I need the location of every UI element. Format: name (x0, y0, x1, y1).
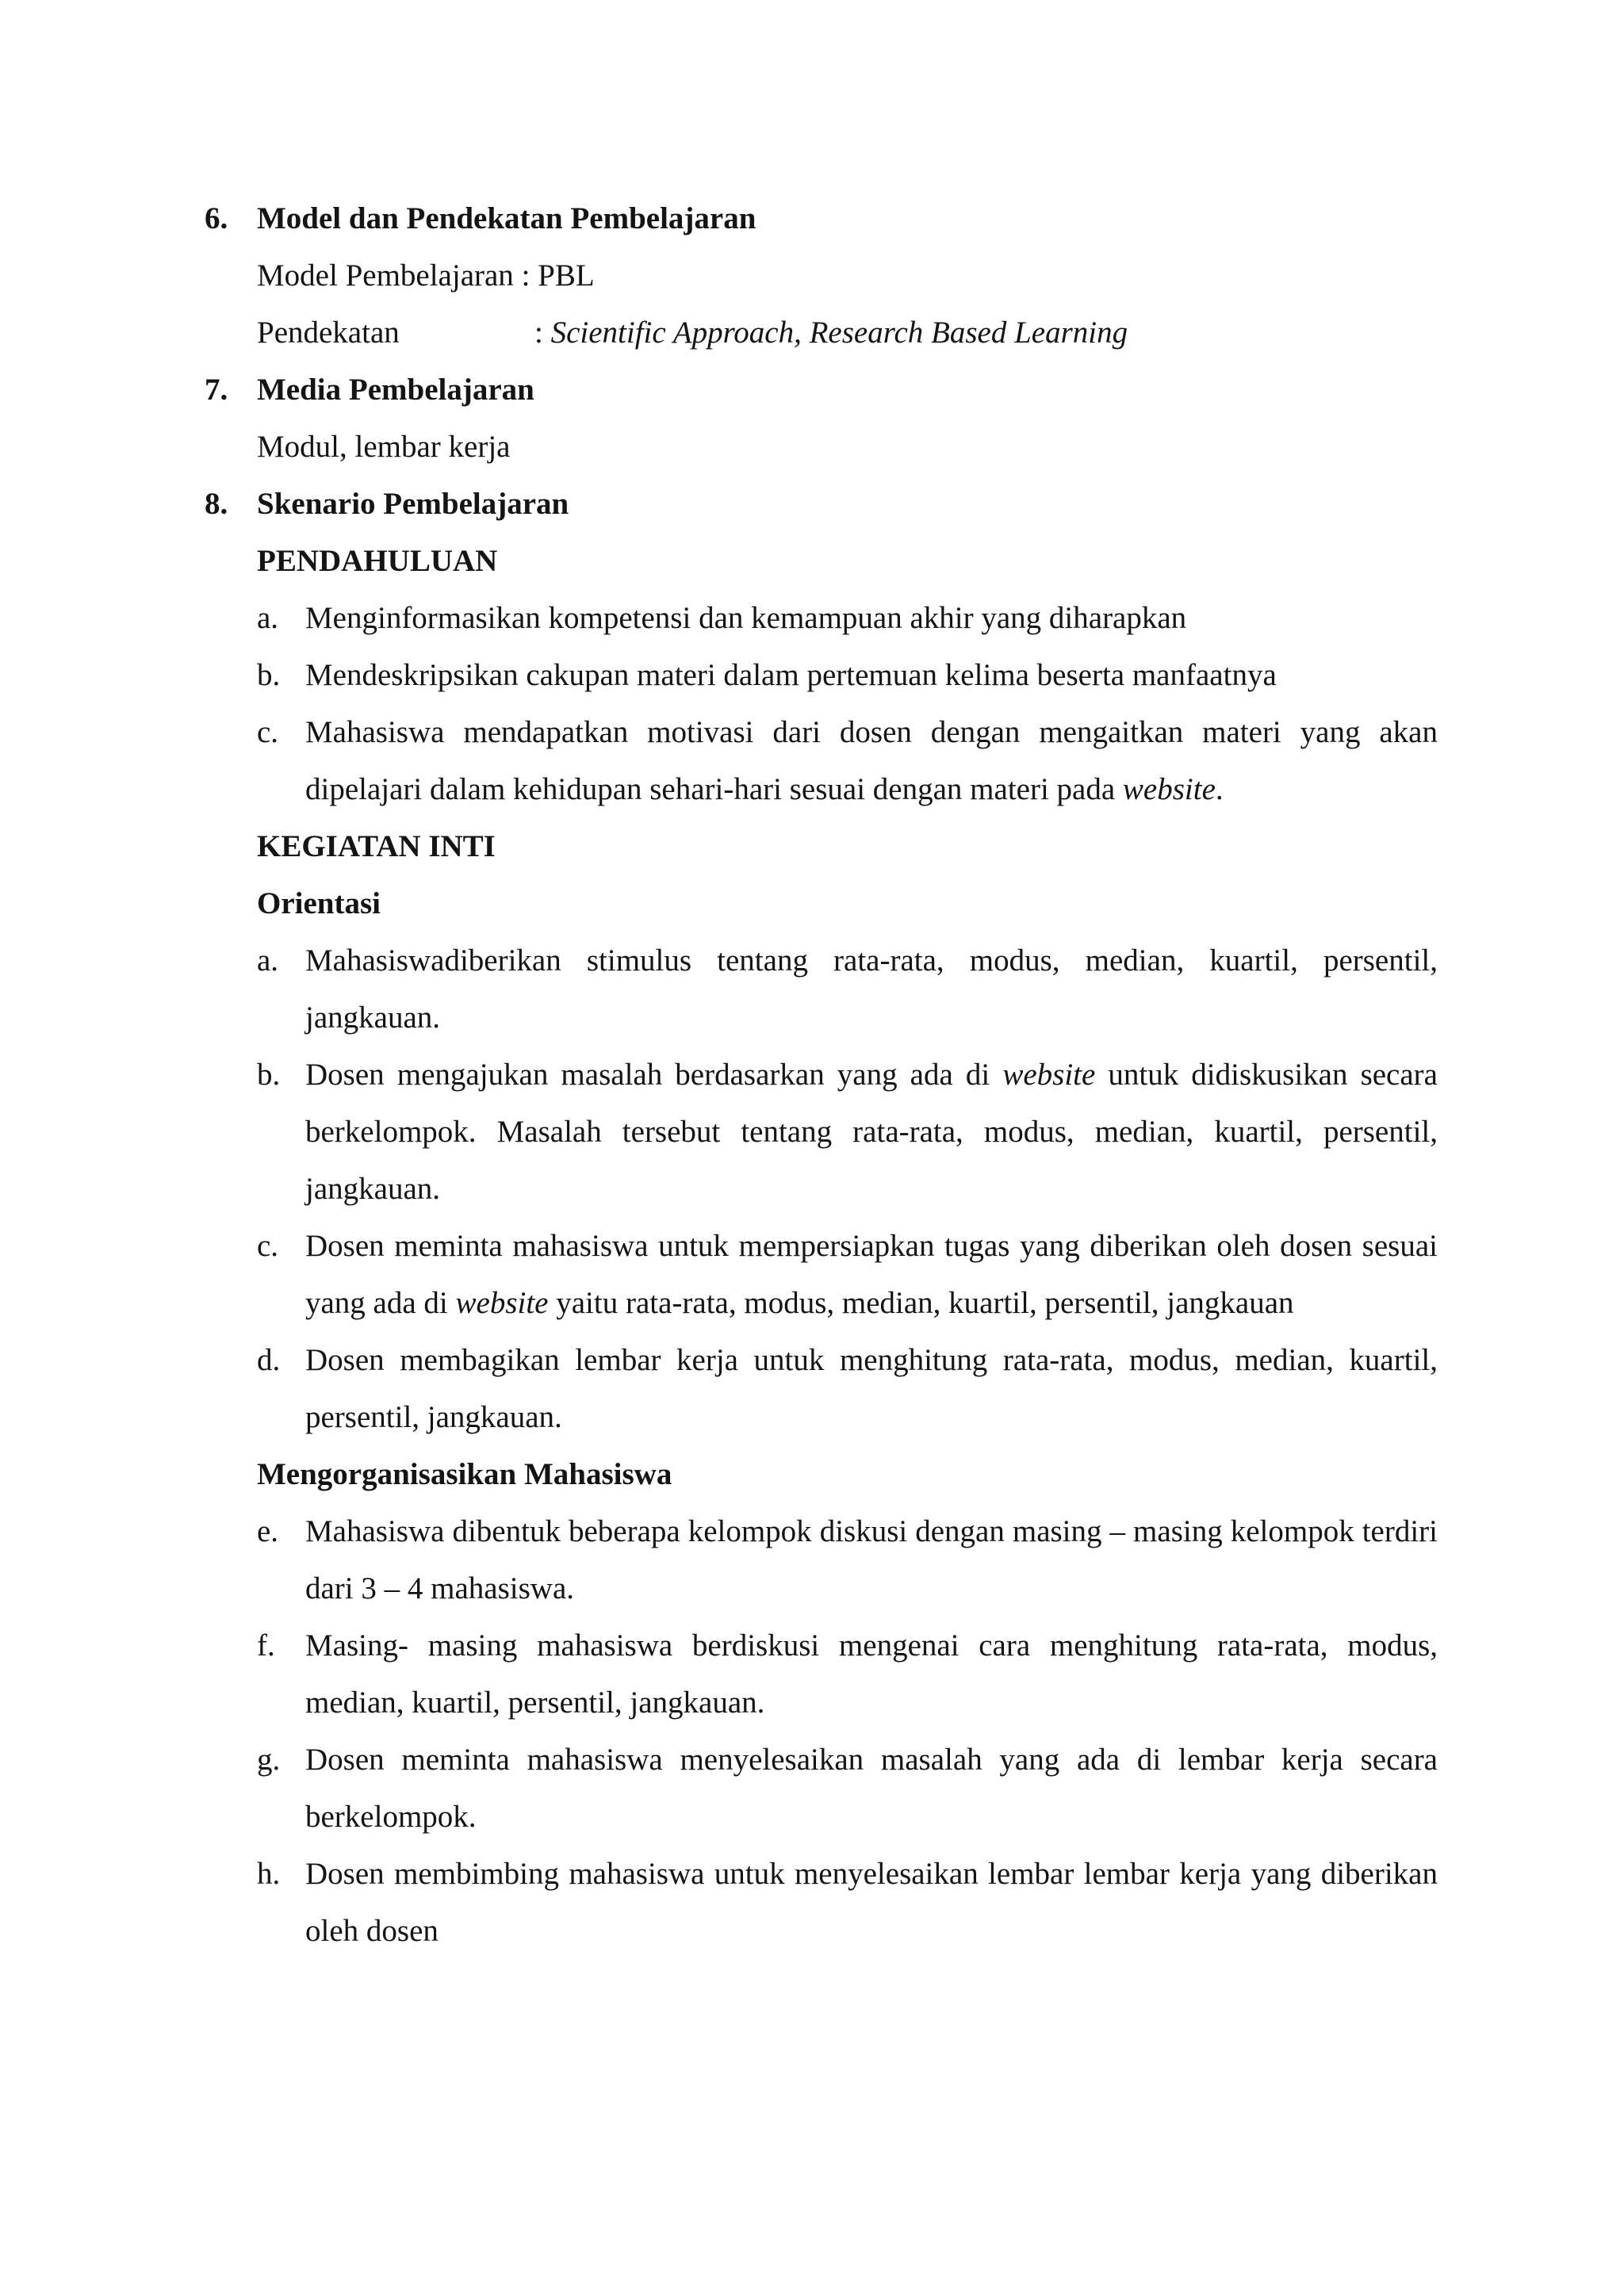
list-item (205, 1732, 1438, 1846)
list-item (205, 590, 1438, 647)
list-text: Dosen membagikan lembar kerja untuk menghitung rata-rata, modus, median, kuartil, persentil, jangkauan. (305, 1343, 1438, 1434)
list-text: Mahasiswadiberikan stimulus tentang rata-rata, modus, median, kuartil, persentil, jangkauan. (305, 943, 1438, 1035)
list-marker: c. (257, 1229, 279, 1263)
list-marker: h. (257, 1857, 281, 1891)
approach-label: Pendekatan (257, 316, 400, 350)
list-item (205, 647, 1438, 704)
list-marker: b. (257, 658, 281, 692)
list-text-italic: website (1122, 772, 1216, 806)
list-text: Mendeskripsikan cakupan materi dalam pertemuan kelima beserta manfaatnya (305, 658, 1277, 692)
list-marker: e. (257, 1514, 279, 1548)
list-item (205, 1332, 1438, 1446)
section-8-heading (205, 476, 1438, 533)
list-item (205, 1047, 1438, 1218)
list-text: Dosen meminta mahasiswa untuk mempersiapkan tugas yang diberikan oleh dosen sesuai yang ada di (305, 1229, 1438, 1320)
section-title: Media Pembelajaran (257, 373, 534, 407)
list-text: Masing- masing mahasiswa berdiskusi mengenai cara menghitung rata-rata, modus, median, kuartil, persentil, jangkauan. (305, 1628, 1438, 1720)
list-text: Dosen membimbing mahasiswa untuk menyelesaikan lembar lembar kerja yang diberikan oleh dosen (305, 1857, 1438, 1948)
list-marker: c. (257, 715, 279, 749)
list-marker: b. (257, 1058, 281, 1092)
list-marker: f. (257, 1628, 275, 1663)
list-text-italic: website (1002, 1058, 1096, 1092)
section-title: Skenario Pembelajaran (257, 487, 569, 521)
list-marker: a. (257, 601, 279, 635)
kegiatan-inti-heading: KEGIATAN INTI (257, 829, 496, 863)
list-text: Mahasiswa dibentuk beberapa kelompok diskusi dengan masing – masing kelompok terdiri dari 3 – 4 mahasiswa. (305, 1514, 1438, 1605)
section-number: 7. (205, 373, 228, 407)
mengorganisasikan-heading: Mengorganisasikan Mahasiswa (257, 1457, 672, 1491)
section-number: 8. (205, 487, 228, 521)
approach-colon: : (534, 316, 551, 350)
list-marker: a. (257, 943, 279, 978)
list-text-after: yaitu rata-rata, modus, median, kuartil, persentil, jangkauan (548, 1286, 1294, 1320)
list-text-after: . (1215, 772, 1224, 806)
section-number: 6. (205, 201, 228, 235)
model-value: : PBL (521, 258, 595, 293)
model-label: Model Pembelajaran (257, 258, 514, 293)
list-text: Mahasiswa mendapatkan motivasi dari dosen dengan mengaitkan materi yang akan dipelajari dalam kehidupan sehari-hari sesuai dengan materi pada (305, 715, 1438, 806)
document-content (205, 190, 1438, 1960)
media-body: Modul, lembar kerja (257, 430, 511, 464)
list-text: Menginformasikan kompetensi dan kemampuan akhir yang diharapkan (305, 601, 1187, 635)
section-6-heading (205, 190, 1438, 247)
section-7-heading (205, 362, 1438, 419)
section-title: Model dan Pendekatan Pembelajaran (257, 201, 756, 235)
list-marker: g. (257, 1743, 281, 1777)
model-row (205, 247, 1438, 304)
list-item (205, 932, 1438, 1047)
list-text-italic: website (455, 1286, 549, 1320)
list-text: Dosen mengajukan masalah berdasarkan yang ada di (305, 1058, 1003, 1092)
approach-row (205, 304, 1438, 362)
list-marker: d. (257, 1343, 281, 1377)
list-item (205, 1218, 1438, 1332)
list-item (205, 704, 1438, 818)
list-text-after: untuk didiskusikan secara berkelompok. Masalah tersebut tentang rata-rata, modus, median, kuartil, persentil, jangkauan. (305, 1058, 1438, 1206)
list-item (205, 1617, 1438, 1732)
pendahuluan-heading: PENDAHULUAN (257, 544, 498, 578)
list-item (205, 1846, 1438, 1960)
approach-value: Scientific Approach, Research Based Learning (550, 316, 1128, 350)
orientasi-heading: Orientasi (257, 886, 381, 920)
list-text: Dosen meminta mahasiswa menyelesaikan masalah yang ada di lembar kerja secara berkelompok. (305, 1743, 1438, 1834)
list-item (205, 1503, 1438, 1617)
